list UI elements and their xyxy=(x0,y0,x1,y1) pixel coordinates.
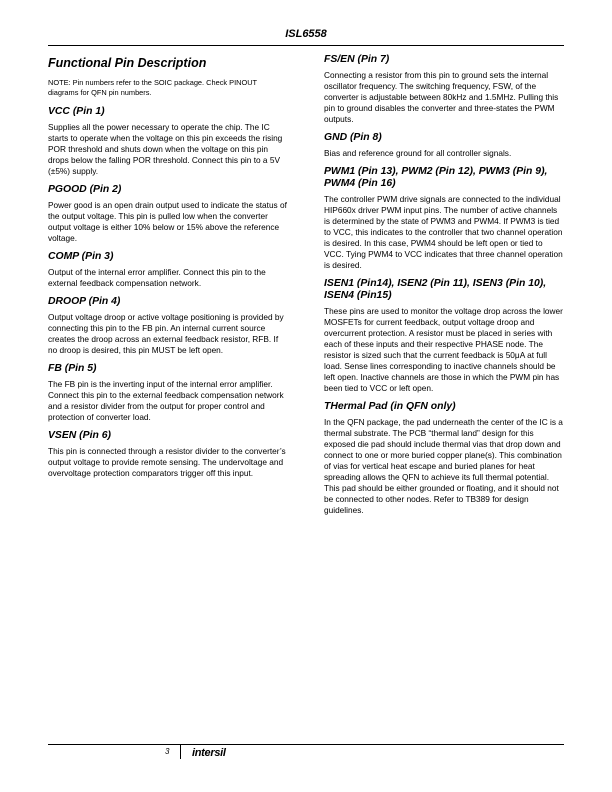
pin-description-vsen: This pin is connected through a resistor divider to the converter’s output voltage to provide remote sensing. The undervoltage and overvoltage protection comparators trigger off this input. xyxy=(48,446,286,478)
pin-heading-pwm: PWM1 (Pin 13), PWM2 (Pin 12), PWM3 (Pin 9), PWM4 (Pin 16) xyxy=(324,166,548,189)
pin-heading-vsen: VSEN (Pin 6) xyxy=(48,430,111,441)
intersil-logo: intersil xyxy=(192,747,226,759)
pin-description-thermal-pad: In the QFN package, the pad underneath the center of the IC is a thermal substrate. The PCB “thermal land” design for this exposed die pad should include thermal vias that drop down and connect to one or more buried copper plane(s). This combination of vias for vertical heat escape and buried planes for heat spreading allows the QFN to achieve its full thermal potential. This pad should be either grounded or floating, and it should not be connected to other nodes. Refer to TB389 for design guidelines. xyxy=(324,417,563,515)
page-number: 3 xyxy=(165,747,170,756)
pin-heading-pgood: PGOOD (Pin 2) xyxy=(48,184,122,195)
pin-heading-fs-en: FS/EN (Pin 7) xyxy=(324,54,390,65)
header-rule xyxy=(48,45,564,46)
pin-description-droop: Output voltage droop or active voltage positioning is provided by connecting this pin to the FB pin. An internal current source creates the droop across an external feedback resistor, RFB. If no droop is desired, this pin MUST be left open. xyxy=(48,312,284,355)
section-title: Functional Pin Description xyxy=(48,56,207,70)
pin-description-vcc: Supplies all the power necessary to operate the chip. The IC starts to operate when the voltage on this pin exceeds the rising POR threshold and shuts down when the voltage on this pin drops below the falling POR threshold. Connect this pin to a 5V (±5%) supply. xyxy=(48,122,283,176)
left-column xyxy=(48,54,288,486)
footer-rule xyxy=(48,744,564,745)
pin-description-fb: The FB pin is the inverting input of the internal error amplifier. Connect this pin to the external feedback compensation network and a resistor divider from the output for proper control and protection of converter load. xyxy=(48,379,284,422)
footer-divider xyxy=(180,745,181,759)
pin-description-pwm: The controller PWM drive signals are connected to the individual HIP660x driver PWM input pins. The number of active channels is determined by the state of PWM3 and PWM4. If PWM3 is tied to VCC, this indicates to the controller that two channel operation is desired. In this case, PWM4 should be left open or tied to VCC. Tying PWM4 to VCC indicates that three channel operation is desired. xyxy=(324,194,563,270)
pin-heading-comp: COMP (Pin 3) xyxy=(48,251,114,262)
header-title: ISL6558 xyxy=(285,28,327,40)
pin-description-pgood: Power good is an open drain output used to indicate the status of the output voltage. This pin is pulled low when the converter output voltage is either 10% below or 15% above the reference voltage. xyxy=(48,200,287,243)
pin-description-fs-en: Connecting a resistor from this pin to ground sets the internal oscillator frequency. The switching frequency, FSW, of the converter is adjustable between 80kHz and 1.5MHz. Pulling this pin to ground disables the converter and three-states the PWM outputs. xyxy=(324,70,559,124)
pin-heading-thermal-pad: THermal Pad (in QFN only) xyxy=(324,401,456,412)
pin-heading-vcc: VCC (Pin 1) xyxy=(48,106,105,117)
pin-heading-droop: DROOP (Pin 4) xyxy=(48,296,121,307)
pin-heading-fb: FB (Pin 5) xyxy=(48,363,97,374)
package-note: NOTE: Pin numbers refer to the SOIC package. Check PINOUT diagrams for QFN pin numbers. xyxy=(48,78,257,97)
pin-heading-gnd: GND (Pin 8) xyxy=(324,132,382,143)
pin-description-comp: Output of the internal error amplifier. Connect this pin to the external feedback compensation network. xyxy=(48,267,266,288)
pin-heading-isen: ISEN1 (Pin14), ISEN2 (Pin 11), ISEN3 (Pin 10), ISEN4 (Pin15) xyxy=(324,278,547,301)
pin-description-gnd: Bias and reference ground for all controller signals. xyxy=(324,148,512,158)
right-column xyxy=(324,54,564,523)
pin-description-isen: These pins are used to monitor the voltage drop across the lower MOSFETs for current feedback, output voltage droop and overcurrent protection. A resistor must be placed in series with each of these inputs and their respective PHASE node. The resistor is sized such that the current feedback is 50μA at full load. Sense lines corresponding to inactive channels should be left open. Inactive channels are those in which the PWM pin has been tied to VCC or left open. xyxy=(324,306,563,393)
